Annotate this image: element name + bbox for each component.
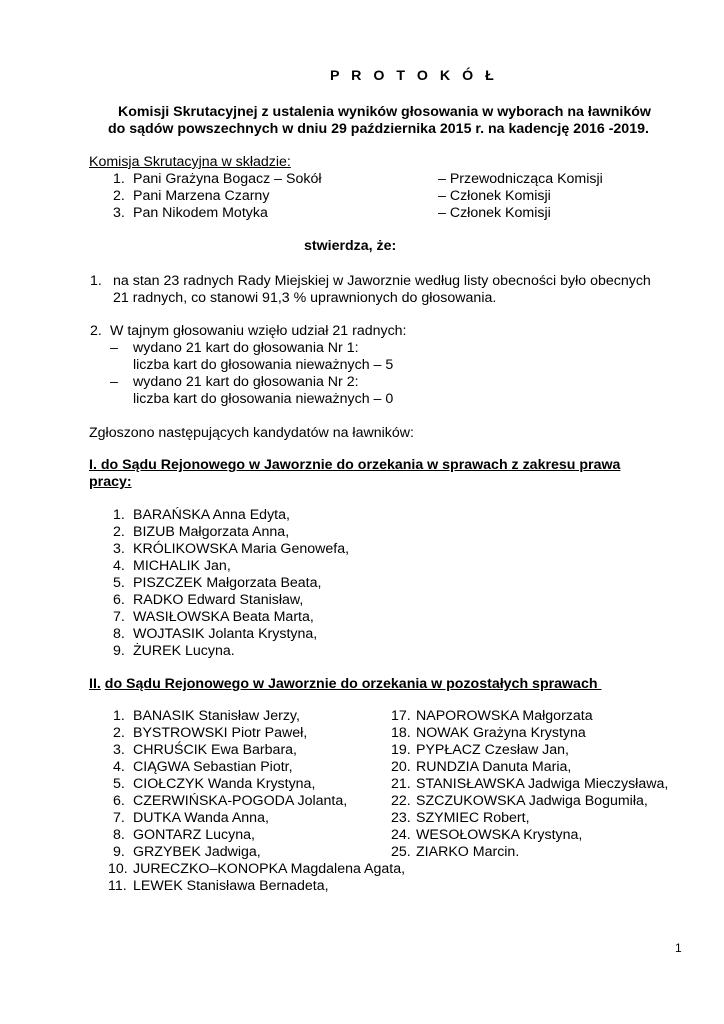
list-item-number: 23. xyxy=(391,810,411,826)
list-item-number: 2. xyxy=(113,725,125,741)
section-2-heading-text: do Sądu Rejonowego w Jaworznie do orzekania w pozostałych sprawach xyxy=(104,676,598,692)
point-2-text: W tajnym głosowaniu wzięło udział 21 radnych: xyxy=(110,323,407,339)
page-title: P R O T O K Ó Ł xyxy=(330,68,498,84)
states-heading: stwierdza, że: xyxy=(304,238,397,254)
list-item-number: 24. xyxy=(391,827,411,843)
list-item-number: 8. xyxy=(113,626,125,642)
list-item-number: 8. xyxy=(113,827,125,843)
list-item: BYSTROWSKI Piotr Paweł, xyxy=(133,725,308,741)
list-item: CZERWIŃSKA-POGODA Jolanta, xyxy=(133,793,348,809)
list-item: BARAŃSKA Anna Edyta, xyxy=(133,507,290,523)
list-item-number: 18. xyxy=(391,725,411,741)
ballot-2-dash: – xyxy=(110,374,118,390)
list-item: CIOŁCZYK Wanda Krystyna, xyxy=(133,776,316,792)
list-item-number: 3. xyxy=(113,541,125,557)
committee-heading: Komisja Skrutacyjna w składzie: xyxy=(89,154,291,170)
list-item-number: 11. xyxy=(108,878,127,894)
list-item: DUTKA Wanda Anna, xyxy=(133,810,269,826)
list-item-number: 19. xyxy=(391,742,411,758)
list-item: GONTARZ Lucyna, xyxy=(133,827,255,843)
list-item-number: 7. xyxy=(113,609,125,625)
list-item: JURECZKO–KONOPKA Magdalena Agata, xyxy=(133,861,406,877)
list-item: CIĄGWA Sebastian Piotr, xyxy=(133,759,293,775)
list-item: KRÓLIKOWSKA Maria Genowefa, xyxy=(133,541,350,557)
list-item: WESOŁOWSKA Krystyna, xyxy=(416,827,583,843)
ballot-1-dash: – xyxy=(110,340,118,356)
list-item-number: 4. xyxy=(113,759,125,775)
list-item-number: 6. xyxy=(113,592,125,608)
list-item: ZIARKO Marcin. xyxy=(416,844,520,860)
section-1-heading-line-1: I. do Sądu Rejonowego w Jaworznie do orzekania w sprawach z zakresu prawa xyxy=(89,457,621,473)
list-item-number: 1. xyxy=(113,507,125,523)
list-item-number: 2. xyxy=(113,524,125,540)
subtitle-line-1: Komisji Skrutacyjnej z ustalenia wyników głosowania w wyborach na ławników xyxy=(118,104,651,120)
point-1-line-2: 21 radnych, co stanowi 91,3 % uprawnionych do głosowania. xyxy=(113,290,497,306)
list-item-number: 3. xyxy=(113,742,125,758)
list-item: BANASIK Stanisław Jerzy, xyxy=(133,708,300,724)
list-item: BIZUB Małgorzata Anna, xyxy=(133,524,290,540)
list-item: WOJTASIK Jolanta Krystyna, xyxy=(133,626,318,642)
point-1-number: 1. xyxy=(90,273,102,289)
page-number: 1 xyxy=(675,941,682,955)
list-item-number: 17. xyxy=(391,708,411,724)
list-item: WASIŁOWSKA Beata Marta, xyxy=(133,609,314,625)
member-name: Pan Nikodem Motyka xyxy=(133,205,268,221)
list-item-number: 5. xyxy=(113,575,125,591)
section-2-heading xyxy=(89,676,601,693)
list-item-number: 10. xyxy=(108,861,128,877)
list-item-number: 9. xyxy=(113,643,125,659)
list-item-number: 1. xyxy=(113,708,125,724)
list-item-number: 5. xyxy=(113,776,125,792)
section-1-heading-line-2: pracy: xyxy=(89,474,132,490)
point-2-number: 2. xyxy=(90,323,102,339)
list-item: PISZCZEK Małgorzata Beata, xyxy=(133,575,322,591)
list-item: STANISŁAWSKA Jadwiga Mieczysława, xyxy=(416,776,669,792)
member-role: – Członek Komisji xyxy=(438,205,551,221)
list-item: NOWAK Grażyna Krystyna xyxy=(416,725,586,741)
list-item: PYPŁACZ Czesław Jan, xyxy=(416,742,569,758)
list-item-number: 25. xyxy=(391,844,411,860)
candidates-intro: Zgłoszono następujących kandydatów na ławników: xyxy=(89,425,414,441)
list-item-number: 21. xyxy=(391,776,411,792)
member-name: Pani Grażyna Bogacz – Sokół xyxy=(133,171,322,187)
list-item-number: 6. xyxy=(113,793,125,809)
ballot-2-line-2: liczba kart do głosowania nieważnych – 0 xyxy=(133,391,394,407)
ballot-1-line-1: wydano 21 kart do głosowania Nr 1: xyxy=(133,340,359,356)
section-2-heading-number: II. xyxy=(89,676,101,692)
list-item: CHRUŚCIK Ewa Barbara, xyxy=(133,742,297,758)
list-item: RADKO Edward Stanisław, xyxy=(133,592,304,608)
member-name: Pani Marzena Czarny xyxy=(133,188,270,204)
list-item: SZCZUKOWSKA Jadwiga Bogumiła, xyxy=(416,793,648,809)
list-item-number: 4. xyxy=(113,558,125,574)
list-item: LEWEK Stanisława Bernadeta, xyxy=(133,878,329,894)
list-item-number: 9. xyxy=(113,844,125,860)
list-item-number: 22. xyxy=(391,793,411,809)
subtitle-line-2: do sądów powszechnych w dniu 29 października 2015 r. na kadencję 2016 -2019. xyxy=(108,121,649,137)
member-role: – Przewodnicząca Komisji xyxy=(438,171,603,187)
member-role: – Członek Komisji xyxy=(438,188,551,204)
point-1-line-1: na stan 23 radnych Rady Miejskiej w Jaworznie według listy obecności było obecnych xyxy=(113,273,651,289)
list-item-number: 20. xyxy=(391,759,411,775)
list-item: ŻUREK Lucyna. xyxy=(133,643,235,659)
list-item: GRZYBEK Jadwiga, xyxy=(133,844,261,860)
list-item: MICHALIK Jan, xyxy=(133,558,231,574)
ballot-1-line-2: liczba kart do głosowania nieważnych – 5 xyxy=(133,357,394,373)
list-item: SZYMIEC Robert, xyxy=(416,810,530,826)
member-number: 3. xyxy=(113,205,125,221)
ballot-2-line-1: wydano 21 kart do głosowania Nr 2: xyxy=(133,374,359,390)
member-number: 1. xyxy=(113,171,125,187)
member-number: 2. xyxy=(113,188,125,204)
list-item: RUNDZIA Danuta Maria, xyxy=(416,759,572,775)
list-item-number: 7. xyxy=(113,810,125,826)
list-item: NAPOROWSKA Małgorzata xyxy=(416,708,593,724)
